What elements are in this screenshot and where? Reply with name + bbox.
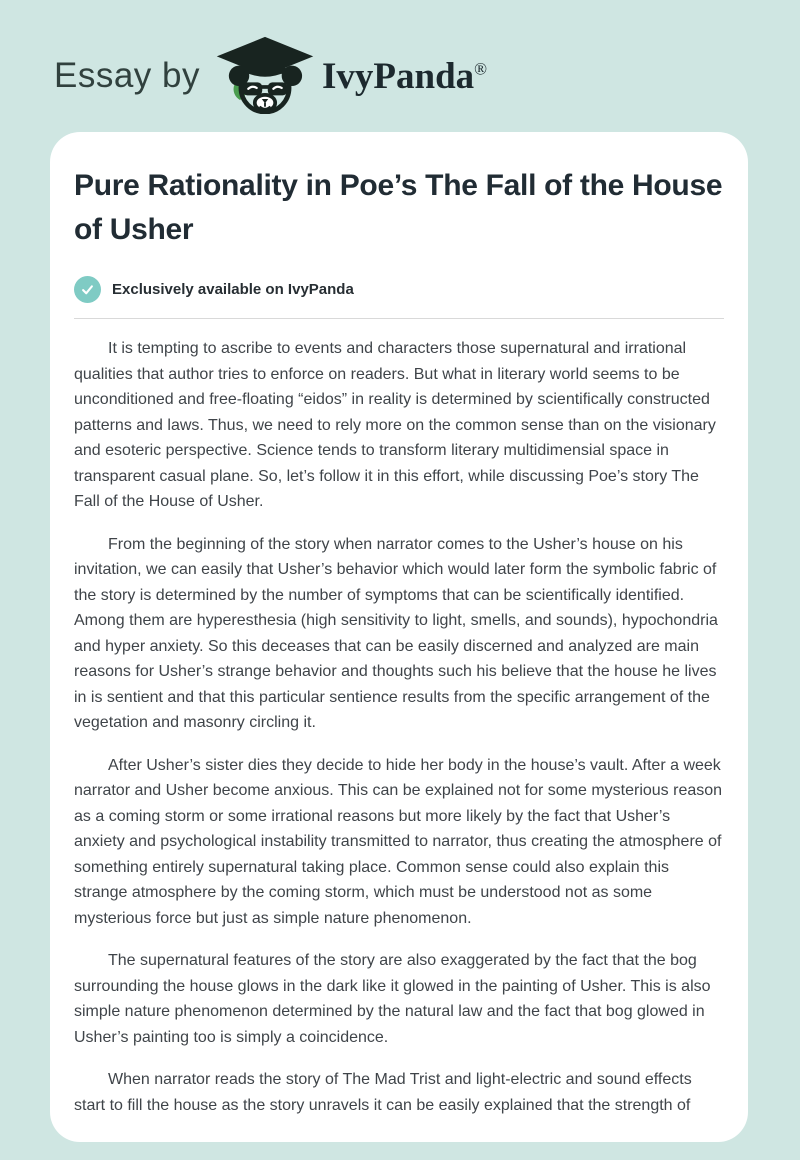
- exclusive-badge: [74, 276, 724, 303]
- essay-paragraph: After Usher’s sister dies they decide to hide her body in the house’s vault. After a week narrator and Usher become anxious. This can be explained not for some mysterious reason as a coming storm or some irrational reasons but more likely by the fact that Usher’s anxiety and psychological instability transmitted to narrator, thus creating the atmosphere of something entirely supernatural taking place. Common sense could also explain this strange atmosphere by the coming storm, which must be understood not as some mysterious force but just as simple nature phenomenon.: [74, 756, 723, 927]
- check-icon: [74, 276, 101, 303]
- essay-title: Pure Rationality in Poe’s The Fall of the House of Usher: [74, 169, 723, 246]
- essay-paragraph: It is tempting to ascribe to events and characters those supernatural and irrational qualities that author tries to enforce on readers. But what in literary world seems to be unconditioned and free-floating “eidos” in reality is determined by scientifically constructed patterns and laws. Thus, we need to rely more on the common sense than on the visionary and esoteric perspective. Science tends to transform literary multidimensial space in transparent casual plane. So, let’s follow it in this effort, while discussing Poe’s story The Fall of the House of Usher.: [74, 340, 716, 510]
- essay-paragraph: The supernatural features of the story are also exaggerated by the fact that the bog surrounding the house glows in the dark like it glowed in the painting of Usher. This is also simple nature phenomenon determined by the natural law and the fact that bog glowed in Usher’s painting too is simply a coincidence.: [74, 952, 711, 1046]
- essay-paragraph: From the beginning of the story when narrator comes to the Usher’s house on his invitation, we can easily that Usher’s behavior which would later form the symbolic fabric of the story is determined by the number of symptoms that can be scientifically identified. Among them are hyperesthesia (high sensitivity to light, smells, and sounds), hypochondria and hyper anxiety. So this deceases that can be easily discerned and analyzed are main reasons for Usher’s strange behavior and thoughts such his believe that the house he lives in is sentient and that this particular sentience results from the specific arrangement of the vegetation and masonry circling it.: [74, 535, 718, 731]
- registered-trademark: ®: [474, 59, 488, 79]
- essay-paragraph: When narrator reads the story of The Mad Trist and light-electric and sound effects start to fill the house as the story unravels it can be easily explained that the strength of: [74, 1071, 692, 1114]
- essay-by-label: Essay by: [54, 56, 200, 95]
- brand-wordmark: IvyPanda®: [322, 55, 488, 97]
- ivypanda-logo-icon: [214, 34, 316, 119]
- exclusive-badge-label: Exclusively available on IvyPanda: [112, 281, 354, 298]
- divider: [74, 318, 724, 319]
- glasses-icon: [243, 82, 262, 95]
- page-header: [0, 0, 800, 118]
- essay-body: [74, 336, 724, 1118]
- essay-card: [50, 132, 748, 1142]
